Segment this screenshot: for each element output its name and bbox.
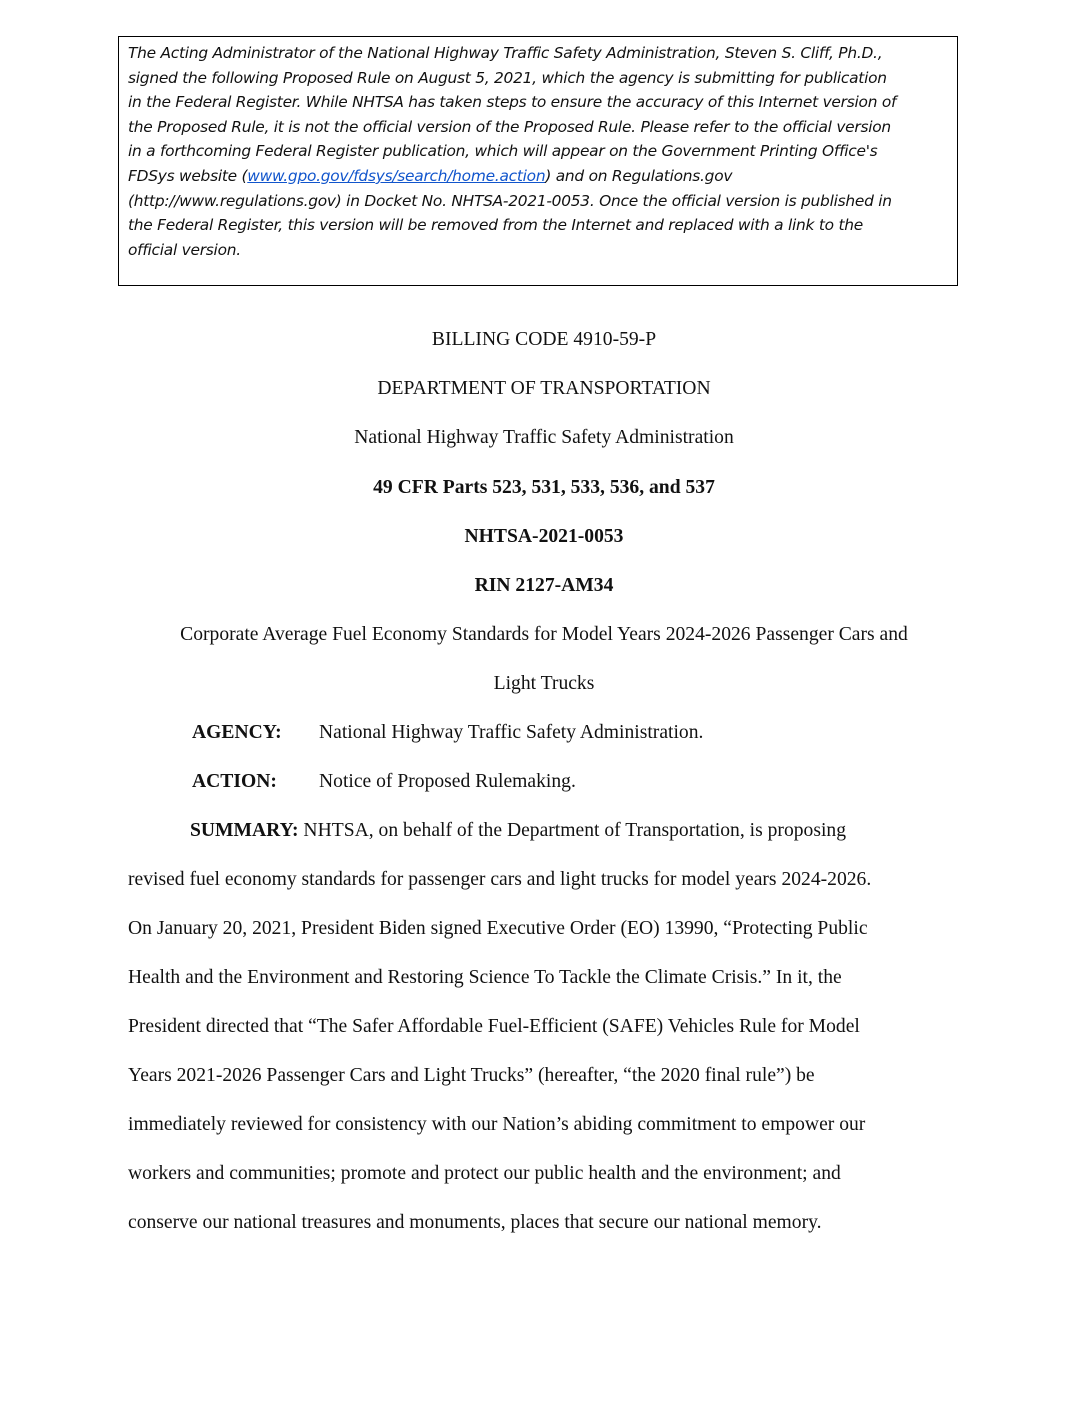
agency-label: AGENCY: bbox=[192, 722, 282, 743]
gpo-link[interactable]: www.gpo.gov/fdsys/search/home.action bbox=[247, 166, 546, 185]
summary-line: revised fuel economy standards for passenger cars and light trucks for model years 2024-2026. bbox=[128, 869, 872, 890]
docket-number: NHTSA-2021-0053 bbox=[464, 526, 624, 547]
disclaimer-line: (http://www.regulations.gov) in Docket No. NHTSA-2021-0053. Once the official version is published in bbox=[128, 191, 892, 210]
disclaimer-line: official version. bbox=[128, 240, 241, 259]
cfr-parts-heading: 49 CFR Parts 523, 531, 533, 536, and 537 bbox=[373, 477, 715, 498]
summary-first-line bbox=[190, 820, 846, 842]
disclaimer-line: the Proposed Rule, it is not the official version of the Proposed Rule. Please refer to the official version bbox=[128, 117, 891, 136]
rule-title-line-2: Light Trucks bbox=[493, 673, 595, 694]
rule-title-line-1: Corporate Average Fuel Economy Standards for Model Years 2024-2026 Passenger Cars and bbox=[180, 624, 908, 645]
disclaimer-text: ) and on Regulations.gov bbox=[545, 166, 733, 185]
disclaimer-box bbox=[118, 36, 958, 286]
summary-label: SUMMARY: bbox=[190, 820, 299, 841]
summary-line: workers and communities; promote and protect our public health and the environment; and bbox=[128, 1163, 841, 1184]
agency-field bbox=[192, 722, 892, 748]
action-label: ACTION: bbox=[192, 771, 277, 792]
disclaimer-line: the Federal Register, this version will be removed from the Internet and replaced with a link to the bbox=[128, 216, 863, 235]
agency-value: National Highway Traffic Safety Administration. bbox=[319, 722, 704, 743]
disclaimer-line: The Acting Administrator of the National Highway Traffic Safety Administration, Steven S. Cliff, Ph.D., bbox=[128, 44, 883, 62]
summary-line: conserve our national treasures and monuments, places that secure our national memory. bbox=[128, 1212, 822, 1233]
rin-number: RIN 2127-AM34 bbox=[474, 575, 614, 596]
disclaimer-line: signed the following Proposed Rule on August 5, 2021, which the agency is submitting for publication bbox=[128, 68, 887, 87]
summary-line: immediately reviewed for consistency with our Nation’s abiding commitment to empower our bbox=[128, 1114, 866, 1135]
department-heading: DEPARTMENT OF TRANSPORTATION bbox=[377, 378, 711, 399]
disclaimer-line-with-link bbox=[128, 164, 949, 189]
summary-line: President directed that “The Safer Affordable Fuel-Efficient (SAFE) Vehicles Rule for Model bbox=[128, 1016, 860, 1037]
disclaimer-text: FDSys website ( bbox=[128, 166, 248, 185]
billing-code: BILLING CODE 4910-59-P bbox=[431, 329, 657, 350]
summary-line: Health and the Environment and Restoring Science To Tackle the Climate Crisis.” In it, the bbox=[128, 967, 842, 988]
disclaimer-line: in the Federal Register. While NHTSA has taken steps to ensure the accuracy of this Internet version of bbox=[128, 93, 897, 112]
disclaimer-line: in a forthcoming Federal Register publication, which will appear on the Government Printing Office's bbox=[128, 142, 878, 161]
summary-line: On January 20, 2021, President Biden signed Executive Order (EO) 13990, “Protecting Public bbox=[128, 918, 868, 939]
summary-line: Years 2021-2026 Passenger Cars and Light Trucks” (hereafter, “the 2020 final rule”) be bbox=[128, 1065, 815, 1086]
action-field bbox=[192, 771, 892, 797]
agency-heading: National Highway Traffic Safety Administration bbox=[354, 427, 734, 448]
summary-text: NHTSA, on behalf of the Department of Transportation, is proposing bbox=[298, 820, 846, 841]
action-value: Notice of Proposed Rulemaking. bbox=[319, 771, 576, 792]
